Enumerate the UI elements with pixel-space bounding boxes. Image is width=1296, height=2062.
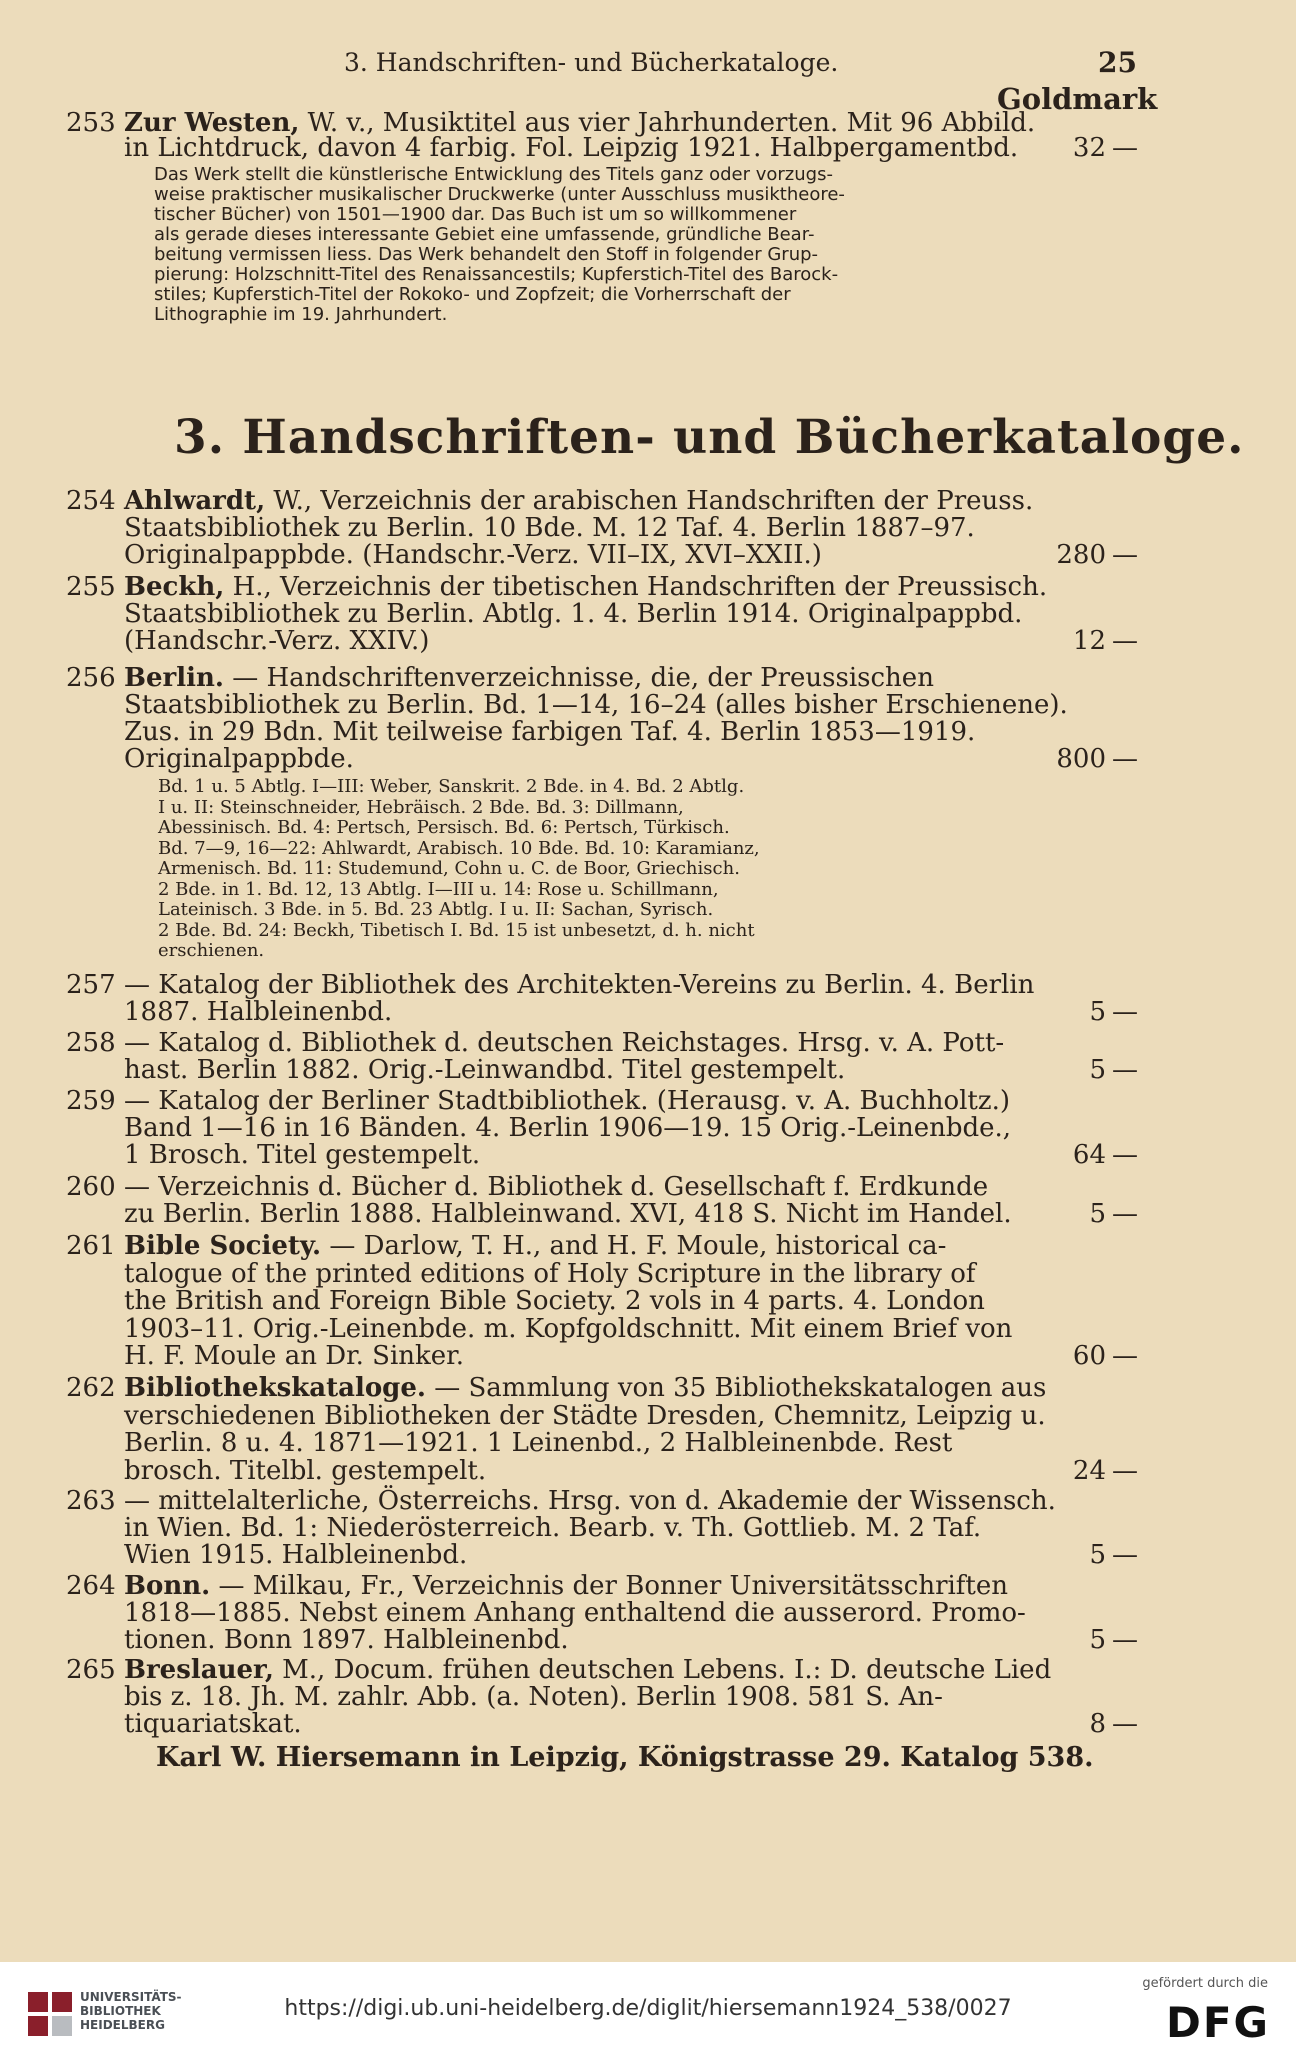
price-dash: —	[1112, 1709, 1138, 1739]
comment-line: Abessinisch. Bd. 4: Pertsch, Persisch. Bd. 6: Pertsch, Türkisch.	[158, 817, 730, 838]
comment-line: Bd. 7—9, 16—22: Ahlwardt, Arabisch. 10 Bde. Bd. 10: Karamianz,	[158, 837, 760, 859]
entry-price: 5	[1089, 1540, 1106, 1570]
entry-comment	[158, 777, 760, 962]
entry-number: 265	[66, 1655, 116, 1685]
entry-price: 5	[1089, 1199, 1106, 1229]
entry-line: bis z. 18. Jh. M. zahlr. Abb. (a. Noten). Berlin 1908. 581 S. An-	[124, 1682, 943, 1712]
entry-line: Originalpappbde. (Handschr.-Verz. VII–IX, XVI–XXII.)	[124, 540, 822, 570]
entry-line: Ahlwardt, W., Verzeichnis der arabischen Handschriften der Preuss.	[124, 486, 1034, 516]
entry-number: 256	[66, 663, 116, 693]
entry-number: 254	[66, 486, 116, 516]
comment-line: Lithographie im 19. Jahrhundert.	[154, 304, 448, 325]
entry-price: 5	[1089, 997, 1106, 1027]
entry-number: 262	[66, 1373, 116, 1403]
entry-line: — Katalog der Berliner Stadtbibliothek. (Herausg. v. A. Buchholtz.)	[124, 1086, 1010, 1116]
entry-price: 32	[1072, 133, 1106, 163]
entry-number: 260	[66, 1172, 116, 1202]
comment-line: stiles; Kupferstich-Titel der Rokoko- und Zopfzeit; die Vorherrschaft der	[154, 284, 791, 305]
comment-line: weise praktischer musikalischer Druckwerke (unter Ausschluss musiktheore-	[154, 184, 845, 205]
entry-number: 253	[66, 108, 116, 138]
library-name: UNIVERSITÄTS- BIBLIOTHEK HEIDELBERG	[80, 1990, 182, 2032]
entry-number: 259	[66, 1086, 116, 1116]
comment-line: Das Werk stellt die künstlerische Entwicklung des Titels ganz oder vorzugs-	[154, 164, 833, 185]
entry-line: brosch. Titelbl. gestempelt.	[124, 1455, 487, 1486]
entry-line: — mittelalterliche, Österreichs. Hrsg. von d. Akademie der Wissensch.	[124, 1486, 1056, 1516]
entry-line: 1903–11. Orig.-Leinenbde. m. Kopfgoldschnitt. Mit einem Brief von	[124, 1313, 1013, 1344]
comment-line: erschienen.	[158, 940, 265, 961]
running-title: 3. Handschriften- und Bücherkataloge.	[344, 48, 839, 77]
price-dash: —	[1112, 1455, 1138, 1486]
price-dash: —	[1112, 1341, 1138, 1371]
entry-line: Wien 1915. Halbleinenbd.	[124, 1540, 468, 1570]
entry-line: talogue of the printed editions of Holy Scripture in the library of	[124, 1258, 976, 1289]
entry-line: Staatsbibliothek zu Berlin. 10 Bde. M. 12 Taf. 4. Berlin 1887–97.	[124, 513, 975, 543]
price-dash: —	[1112, 1055, 1138, 1085]
entry-line: tiquariatskat.	[124, 1709, 302, 1739]
entry-line: — Katalog der Bibliothek des Architekten-Vereins zu Berlin. 4. Berlin	[124, 970, 1035, 1000]
entry-price: 8	[1089, 1709, 1106, 1739]
entry-line: in Lichtdruck, davon 4 farbig. Fol. Leipzig 1921. Halbpergamentbd.	[124, 133, 1019, 163]
comment-line: tischer Bücher) von 1501—1900 dar. Das Buch ist um so willkommener	[154, 204, 797, 225]
entry-line: 1 Brosch. Titel gestempelt.	[124, 1140, 481, 1170]
comment-line: I u. II: Steinschneider, Hebräisch. 2 Bde. Bd. 3: Dillmann,	[158, 796, 684, 818]
entry-line: Berlin. 8 u. 4. 1871—1921. 1 Leinenbd., 2 Halbleinenbde. Rest	[124, 1428, 953, 1458]
entry-line: Zus. in 29 Bdn. Mit teilweise farbigen Taf. 4. Berlin 1853—1919.	[124, 717, 976, 747]
comment-line: Lateinisch. 3 Bde. in 5. Bd. 23 Abtlg. I u. II: Sachan, Syrisch.	[158, 899, 714, 920]
page-url[interactable]: https://digi.ub.uni-heidelberg.de/diglit/hiersemann1924_538/0027	[284, 1996, 1012, 2021]
entry-line: Bible Society. — Darlow, T. H., and H. F. Moule, historical ca-	[124, 1231, 947, 1261]
price-dash: —	[1112, 1540, 1138, 1570]
entry-number: 263	[66, 1486, 116, 1516]
right-heading: Goldmark	[997, 82, 1158, 116]
page-number: 25	[1098, 46, 1137, 79]
entry-line: the British and Foreign Bible Society. 2 vols in 4 parts. 4. London	[124, 1286, 985, 1316]
comment-line: 2 Bde. in 1. Bd. 12, 13 Abtlg. I—III u. 14: Rose u. Schillmann,	[158, 878, 719, 900]
entry-number: 257	[66, 970, 116, 1000]
entry-number: 258	[66, 1028, 116, 1058]
entry-line: — Katalog d. Bibliothek d. deutschen Reichstages. Hrsg. v. A. Pott-	[124, 1028, 1005, 1058]
funder-text: gefördert durch die	[1142, 1976, 1268, 1991]
entry-price: 280	[1056, 540, 1106, 570]
entry-line: Bonn. — Milkau, Fr., Verzeichnis der Bonner Universitätsschriften	[124, 1571, 1009, 1601]
entry-line: zu Berlin. Berlin 1888. Halbleinwand. XVI, 418 S. Nicht im Handel.	[124, 1199, 1012, 1229]
entry-line: verschiedenen Bibliotheken der Städte Dresden, Chemnitz, Leipzig u.	[124, 1400, 1046, 1431]
entry-price: 12	[1072, 626, 1106, 656]
entry-line: H. F. Moule an Dr. Sinker.	[124, 1341, 465, 1371]
price-dash: —	[1112, 1199, 1138, 1229]
entry-number: 261	[66, 1231, 116, 1261]
comment-line: Bd. 1 u. 5 Abtlg. I—III: Weber, Sanskrit. 2 Bde. in 4. Bd. 2 Abtlg.	[158, 776, 745, 797]
price-dash: —	[1112, 626, 1138, 656]
entry-line: Bibliothekskataloge. — Sammlung von 35 Bibliothekskatalogen aus	[124, 1373, 1047, 1403]
bottom-bar	[0, 1962, 1296, 2062]
entry-line: — Verzeichnis d. Bücher d. Bibliothek d. Gesellschaft f. Erdkunde	[124, 1172, 989, 1202]
entry-price: 5	[1089, 1625, 1106, 1655]
entry-line: Originalpappbde.	[124, 744, 354, 774]
comment-line: als gerade dieses interessante Gebiet eine umfassende, gründliche Bear-	[154, 224, 815, 245]
comment-line: beitung vermissen liess. Das Werk behandelt den Stoff in folgender Grup-	[154, 244, 819, 265]
entry-price: 60	[1072, 1341, 1106, 1371]
entry-line: (Handschr.-Verz. XXIV.)	[124, 626, 430, 656]
entry-line: Staatsbibliothek zu Berlin. Bd. 1—14, 16–24 (alles bisher Erschienene).	[124, 690, 1068, 720]
entry-price: 800	[1056, 744, 1106, 774]
dfg-logo: DFG	[1165, 1998, 1270, 2047]
entry-line: in Wien. Bd. 1: Niederösterreich. Bearb. v. Th. Gottlieb. M. 2 Taf.	[124, 1513, 982, 1543]
comment-line: Armenisch. Bd. 11: Studemund, Cohn u. C. de Boor, Griechisch.	[158, 858, 740, 879]
entry-line: Berlin. — Handschriftenverzeichnisse, die, der Preussischen	[124, 663, 934, 693]
price-dash: —	[1112, 744, 1138, 774]
entry-line: Staatsbibliothek zu Berlin. Abtlg. 1. 4. Berlin 1914. Originalpappbd.	[124, 599, 1023, 629]
entry-line: 1818—1885. Nebst einem Anhang enthaltend die ausserord. Promo-	[124, 1598, 1026, 1628]
comment-line: 2 Bde. Bd. 24: Beckh, Tibetisch I. Bd. 15 ist unbesetzt, d. h. nicht	[158, 919, 755, 941]
comment-line: pierung: Holzschnitt-Titel des Renaissancestils; Kupferstich-Titel des Barock-	[154, 264, 839, 285]
price-dash: —	[1112, 997, 1138, 1027]
price-dash: —	[1112, 133, 1138, 163]
entry-price: 5	[1089, 1055, 1106, 1085]
section-title: 3. Handschriften- und Bücherkataloge.	[174, 410, 1245, 465]
entry-number: 264	[66, 1571, 116, 1601]
entry-number: 255	[66, 572, 116, 602]
price-dash: —	[1112, 1625, 1138, 1655]
entry-line: 1887. Halbleinenbd.	[124, 997, 393, 1027]
price-dash: —	[1112, 1140, 1138, 1170]
entry-line: Band 1—16 in 16 Bänden. 4. Berlin 1906—19. 15 Orig.-Leinenbde.,	[124, 1113, 1012, 1143]
entry-line: tionen. Bonn 1897. Halbleinenbd.	[124, 1625, 569, 1655]
entry-line: hast. Berlin 1882. Orig.-Leinwandbd. Titel gestempelt.	[124, 1055, 846, 1085]
footer-note: Karl W. Hiersemann in Leipzig, Königstrasse 29. Katalog 538.	[156, 1742, 1094, 1773]
entry-price: 24	[1072, 1455, 1106, 1486]
price-dash: —	[1112, 540, 1138, 570]
entry-line: Breslauer, M., Docum. frühen deutschen Lebens. I.: D. deutsche Lied	[124, 1655, 1052, 1685]
entry-comment	[154, 165, 845, 325]
entry-price: 64	[1072, 1140, 1106, 1170]
entry-line: Beckh, H., Verzeichnis der tibetischen Handschriften der Preussisch.	[124, 572, 1048, 602]
entry-line: Zur Westen, W. v., Musiktitel aus vier Jahrhunderten. Mit 96 Abbild.	[124, 108, 1036, 138]
